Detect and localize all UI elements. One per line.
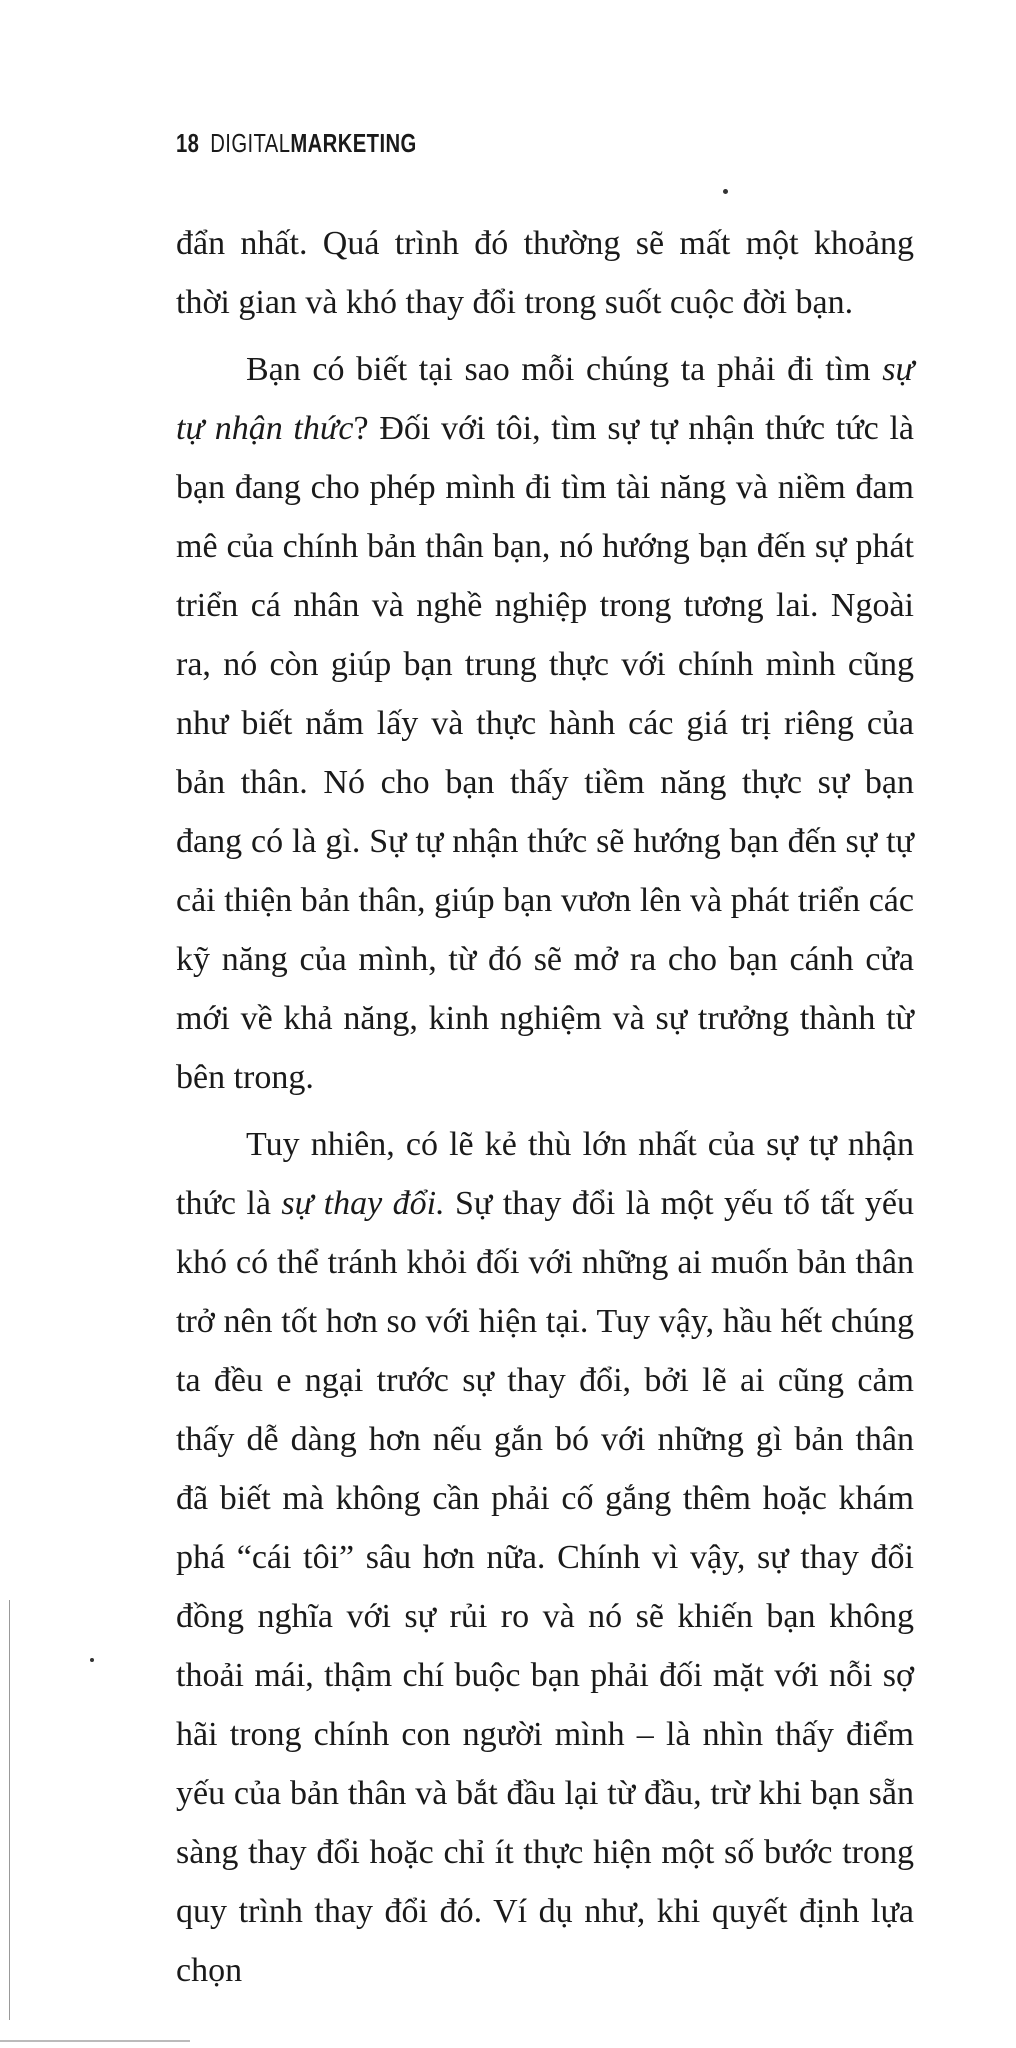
scan-speck — [723, 189, 728, 194]
paragraph-1 — [176, 214, 914, 332]
paragraph-2-after: ? Đối với tôi, tìm sự tự nhận thức tức là bạn đang cho phép mình đi tìm tài năng và niềm đam mê của chính bản thân bạn, nó hướng bạn đến sự phát triển cá nhân và nghề nghiệp trong tương lai. Ngoài ra, nó còn giúp bạn trung thực với chính mình cũng như biết nắm lấy và thực hành các giá trị riêng của bản thân. Nó cho bạn thấy tiềm năng thực sự bạn đang có là gì. Sự tự nhận thức sẽ hướng bạn đến sự tự cải thiện bản thân, giúp bạn vươn lên và phát triển các kỹ năng của mình, từ đó sẽ mở ra cho bạn cánh cửa mới về khả năng, kinh nghiệm và sự trưởng thành từ bên trong. — [176, 410, 915, 1096]
page-number: 18 — [176, 128, 200, 158]
paragraph-2-before: Bạn có biết tại sao mỗi chúng ta phải đi tìm — [246, 351, 883, 388]
paragraph-3-italic: sự thay đổi. — [281, 1185, 445, 1222]
scan-bottom-edge — [0, 2040, 190, 2042]
book-title-light: DIGITAL — [210, 128, 291, 158]
paragraph-1-text: đẩn nhất. Quá trình đó thường sẽ mất một khoảng thời gian và khó thay đổi trong suốt cuộc đời bạn. — [176, 225, 914, 321]
paragraph-3-after: Sự thay đổi là một yếu tố tất yếu khó có thể tránh khỏi đối với những ai muốn bản thân trở nên tốt hơn so với hiện tại. Tuy vậy, hầu hết chúng ta đều e ngại trước sự thay đổi, bởi lẽ ai cũng cảm thấy dễ dàng hơn nếu gắn bó với những gì bản thân đã biết mà không cần phải cố gắng thêm hoặc khám phá “cái tôi” sâu hơn nữa. Chính vì vậy, sự thay đổi đồng nghĩa với sự rủi ro và nó sẽ khiến bạn không thoải mái, thậm chí buộc bạn phải đối mặt với nỗi sợ hãi trong chính con người mình – là nhìn thấy điểm yếu của bản thân và bắt đầu lại từ đầu, trừ khi bạn sẵn sàng thay đổi hoặc chỉ ít thực hiện một số bước trong quy trình thay đổi đó. Ví dụ như, khi quyết định lựa chọn — [176, 1185, 914, 1989]
running-header — [176, 128, 417, 159]
body-text — [176, 214, 914, 2008]
scan-speck — [90, 1658, 94, 1662]
scan-margin-line — [9, 1600, 10, 2020]
paragraph-2 — [176, 340, 914, 1107]
paragraph-3 — [176, 1115, 914, 2000]
paragraph-3-before: Tuy nhiên, có lẽ kẻ thù lớn nhất của sự tự nhận thức là — [176, 1126, 914, 1222]
paragraph-2-italic: sự tự nhận thức — [176, 351, 914, 447]
book-title-bold: MARKETING — [290, 128, 417, 158]
